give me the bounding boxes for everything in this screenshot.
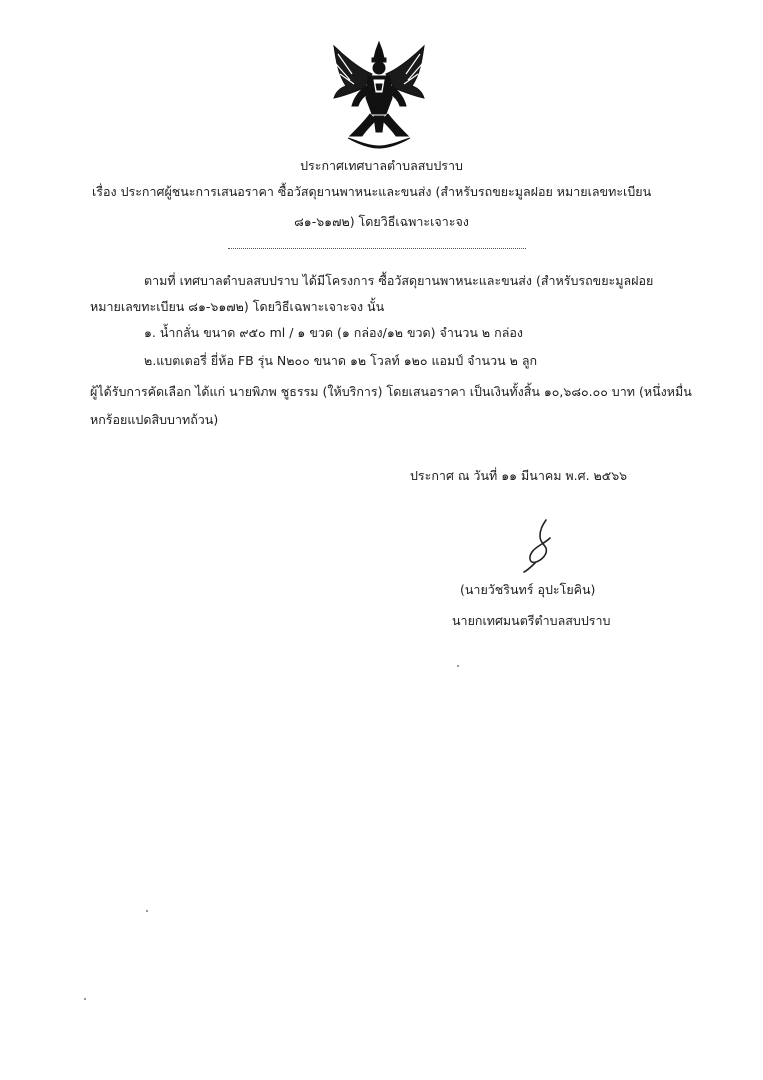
scan-speck xyxy=(457,665,459,667)
item-2: ๒.แบตเตอรี่ ยี่ห้อ FB รุ่น N๒๐๐ ขนาด ๑๒ โวลท์ ๑๒๐ แอมป์ จำนวน ๒ ลูก xyxy=(144,353,538,368)
announcement-date: ประกาศ ณ วันที่ ๑๑ มีนาคม พ.ศ. ๒๕๖๖ xyxy=(410,468,628,483)
scan-speck xyxy=(84,998,86,1000)
handwritten-signature xyxy=(516,518,560,574)
signer-name: (นายวัชรินทร์ อุปะโยคิน) xyxy=(460,582,596,597)
paragraph-1-line-1: ตามที่ เทศบาลตำบลสบปราบ ได้มีโครงการ ซื้อวัสดุยานพาหนะและขนส่ง (สำหรับรถขยะมูลฝอย xyxy=(144,273,654,288)
item-1: ๑. น้ำกลั่น ขนาด ๙๕๐ ml / ๑ ขวด (๑ กล่อง/๑๒ ขวด) จำนวน ๒ กล่อง xyxy=(144,325,523,340)
header-divider xyxy=(228,248,526,249)
document-title: ประกาศเทศบาลตำบลสบปราบ xyxy=(300,158,463,173)
signer-position: นายกเทศมนตรีตำบลสบปราบ xyxy=(452,613,611,628)
winner-line-2: หกร้อยแปดสิบบาทถ้วน) xyxy=(90,412,219,427)
paragraph-1-line-2: หมายเลขทะเบียน ๘๑-๖๑๗๒) โดยวิธีเฉพาะเจาะจง นั้น xyxy=(90,299,385,314)
winner-line-1: ผู้ได้รับการคัดเลือก ได้แก่ นายพิภพ ชูธรรม (ให้บริการ) โดยเสนอราคา เป็นเงินทั้งสิ้น ๑๐,๖๘๐.๐๐ บาท (หนึ่งหมื่น xyxy=(90,384,692,399)
scan-speck xyxy=(146,910,148,912)
subject-line-1: เรื่อง ประกาศผู้ชนะการเสนอราคา ซื้อวัสดุยานพาหนะและขนส่ง (สำหรับรถขยะมูลฝอย หมายเลขทะเบียน xyxy=(92,184,652,199)
garuda-emblem-icon xyxy=(328,40,430,150)
subject-line-2: ๘๑-๖๑๗๒) โดยวิธีเฉพาะเจาะจง xyxy=(294,214,469,229)
